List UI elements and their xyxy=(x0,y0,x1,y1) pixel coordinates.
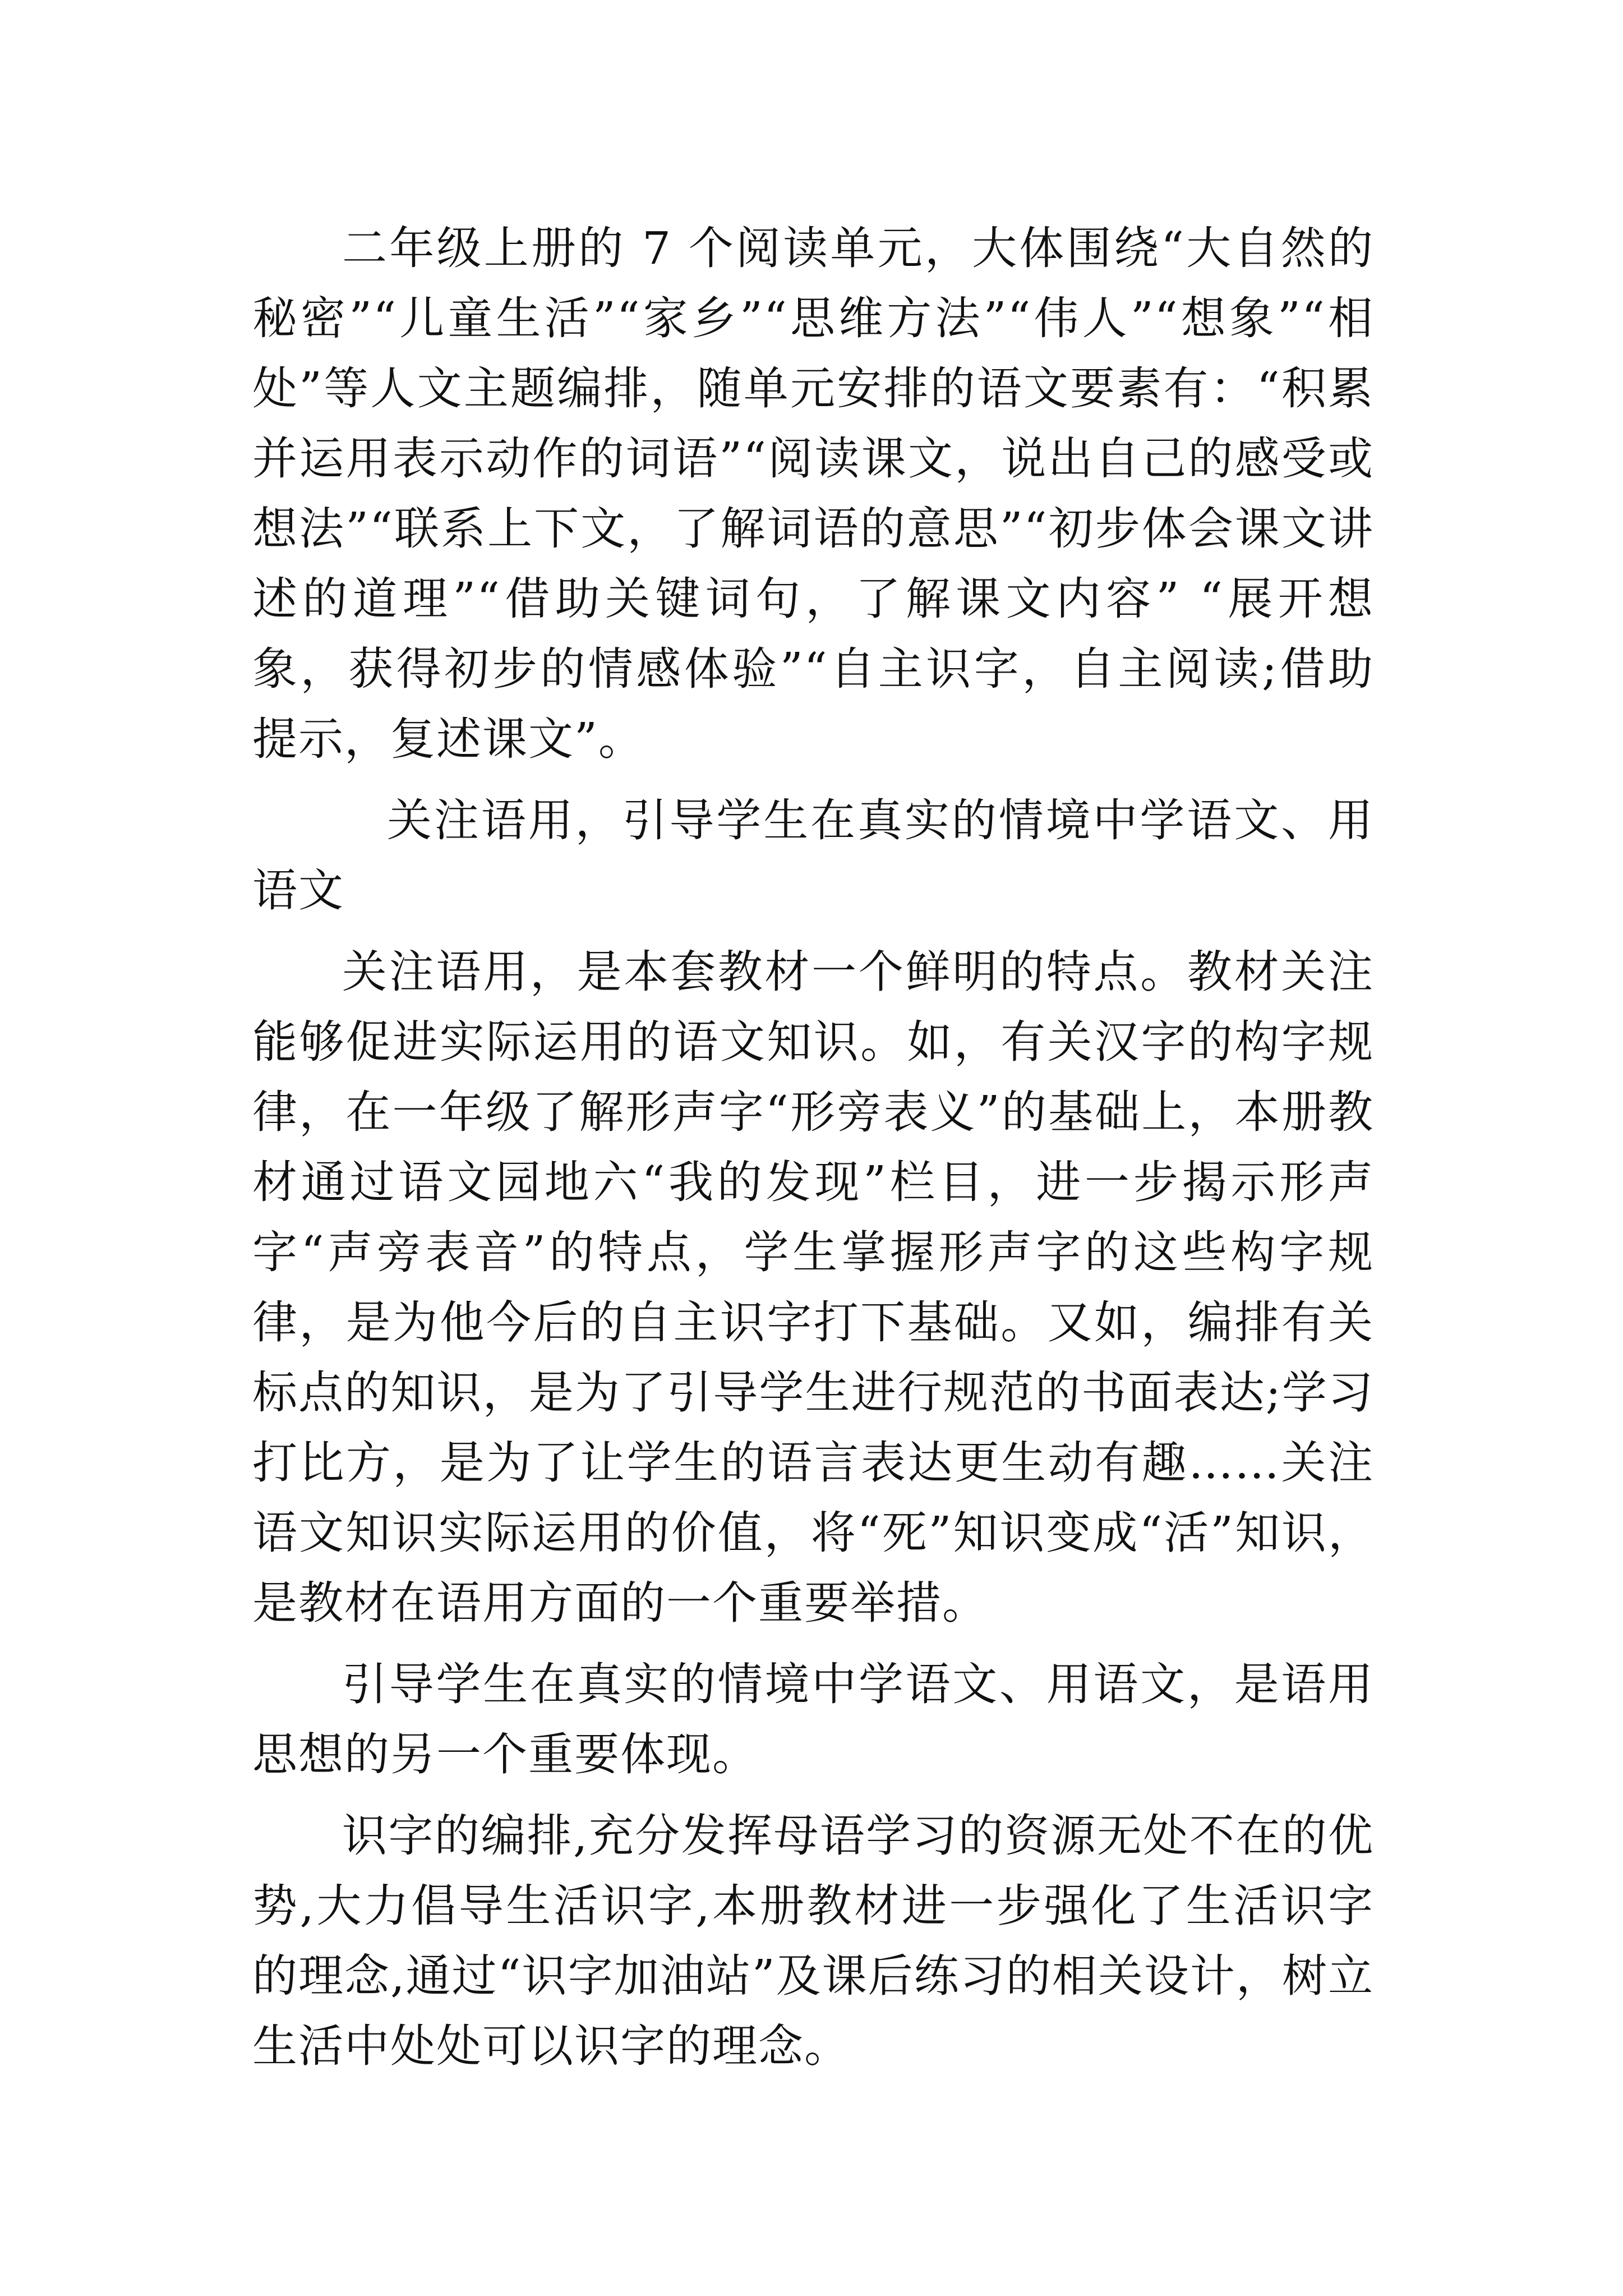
paragraph-literacy: 识字的编排,充分发挥母语学习的资源无处不在的优势,大力倡导生活识字,本册教材进一步强化了生活识字的理念,通过“识字加油站”及课后练习的相关设计，树立生活中处处可以识字的理念。 xyxy=(252,1810,1374,2072)
paragraph-real-context: 引导学生在真实的情境中学语文、用语文，是语用思想的另一个重要体现。 xyxy=(252,1658,1374,1780)
document-body xyxy=(252,213,1374,2081)
paragraph-unit-overview: 二年级上册的 7 个阅读单元，大体围绕“大自然的秘密”“儿童生活”“家乡”“思维方法”“伟人”“想象”“相处”等人文主题编排，随单元安排的语文要素有：“积累并运用表示动作的词语”“阅读课文，说出自己的感受或想法”“联系上下文，了解词语的意思”“初步体会课文讲述的道理”“借助关键词句，了解课文内容” “展开想象，获得初步的情感体验”“自主识字，自主阅读;借助提示，复述课文”。 xyxy=(252,222,1374,765)
section-heading-language-use: 关注语用，引导学生在真实的情境中学语文、用语文 xyxy=(252,794,1374,917)
paragraph-language-use: 关注语用，是本套教材一个鲜明的特点。教材关注能够促进实际运用的语文知识。如，有关汉字的构字规律，在一年级了解形声字“形旁表义”的基础上，本册教材通过语文园地六“我的发现”栏目，进一步揭示形声字“声旁表音”的特点，学生掌握形声字的这些构字规律，是为他今后的自主识字打下基础。又如，编排有关标点的知识，是为了引导学生进行规范的书面表达;学习打比方，是为了让学生的语言表达更生动有趣……关注语文知识实际运用的价值，将“死”知识变成“活”知识，是教材在语用方面的一个重要举措。 xyxy=(252,946,1374,1629)
